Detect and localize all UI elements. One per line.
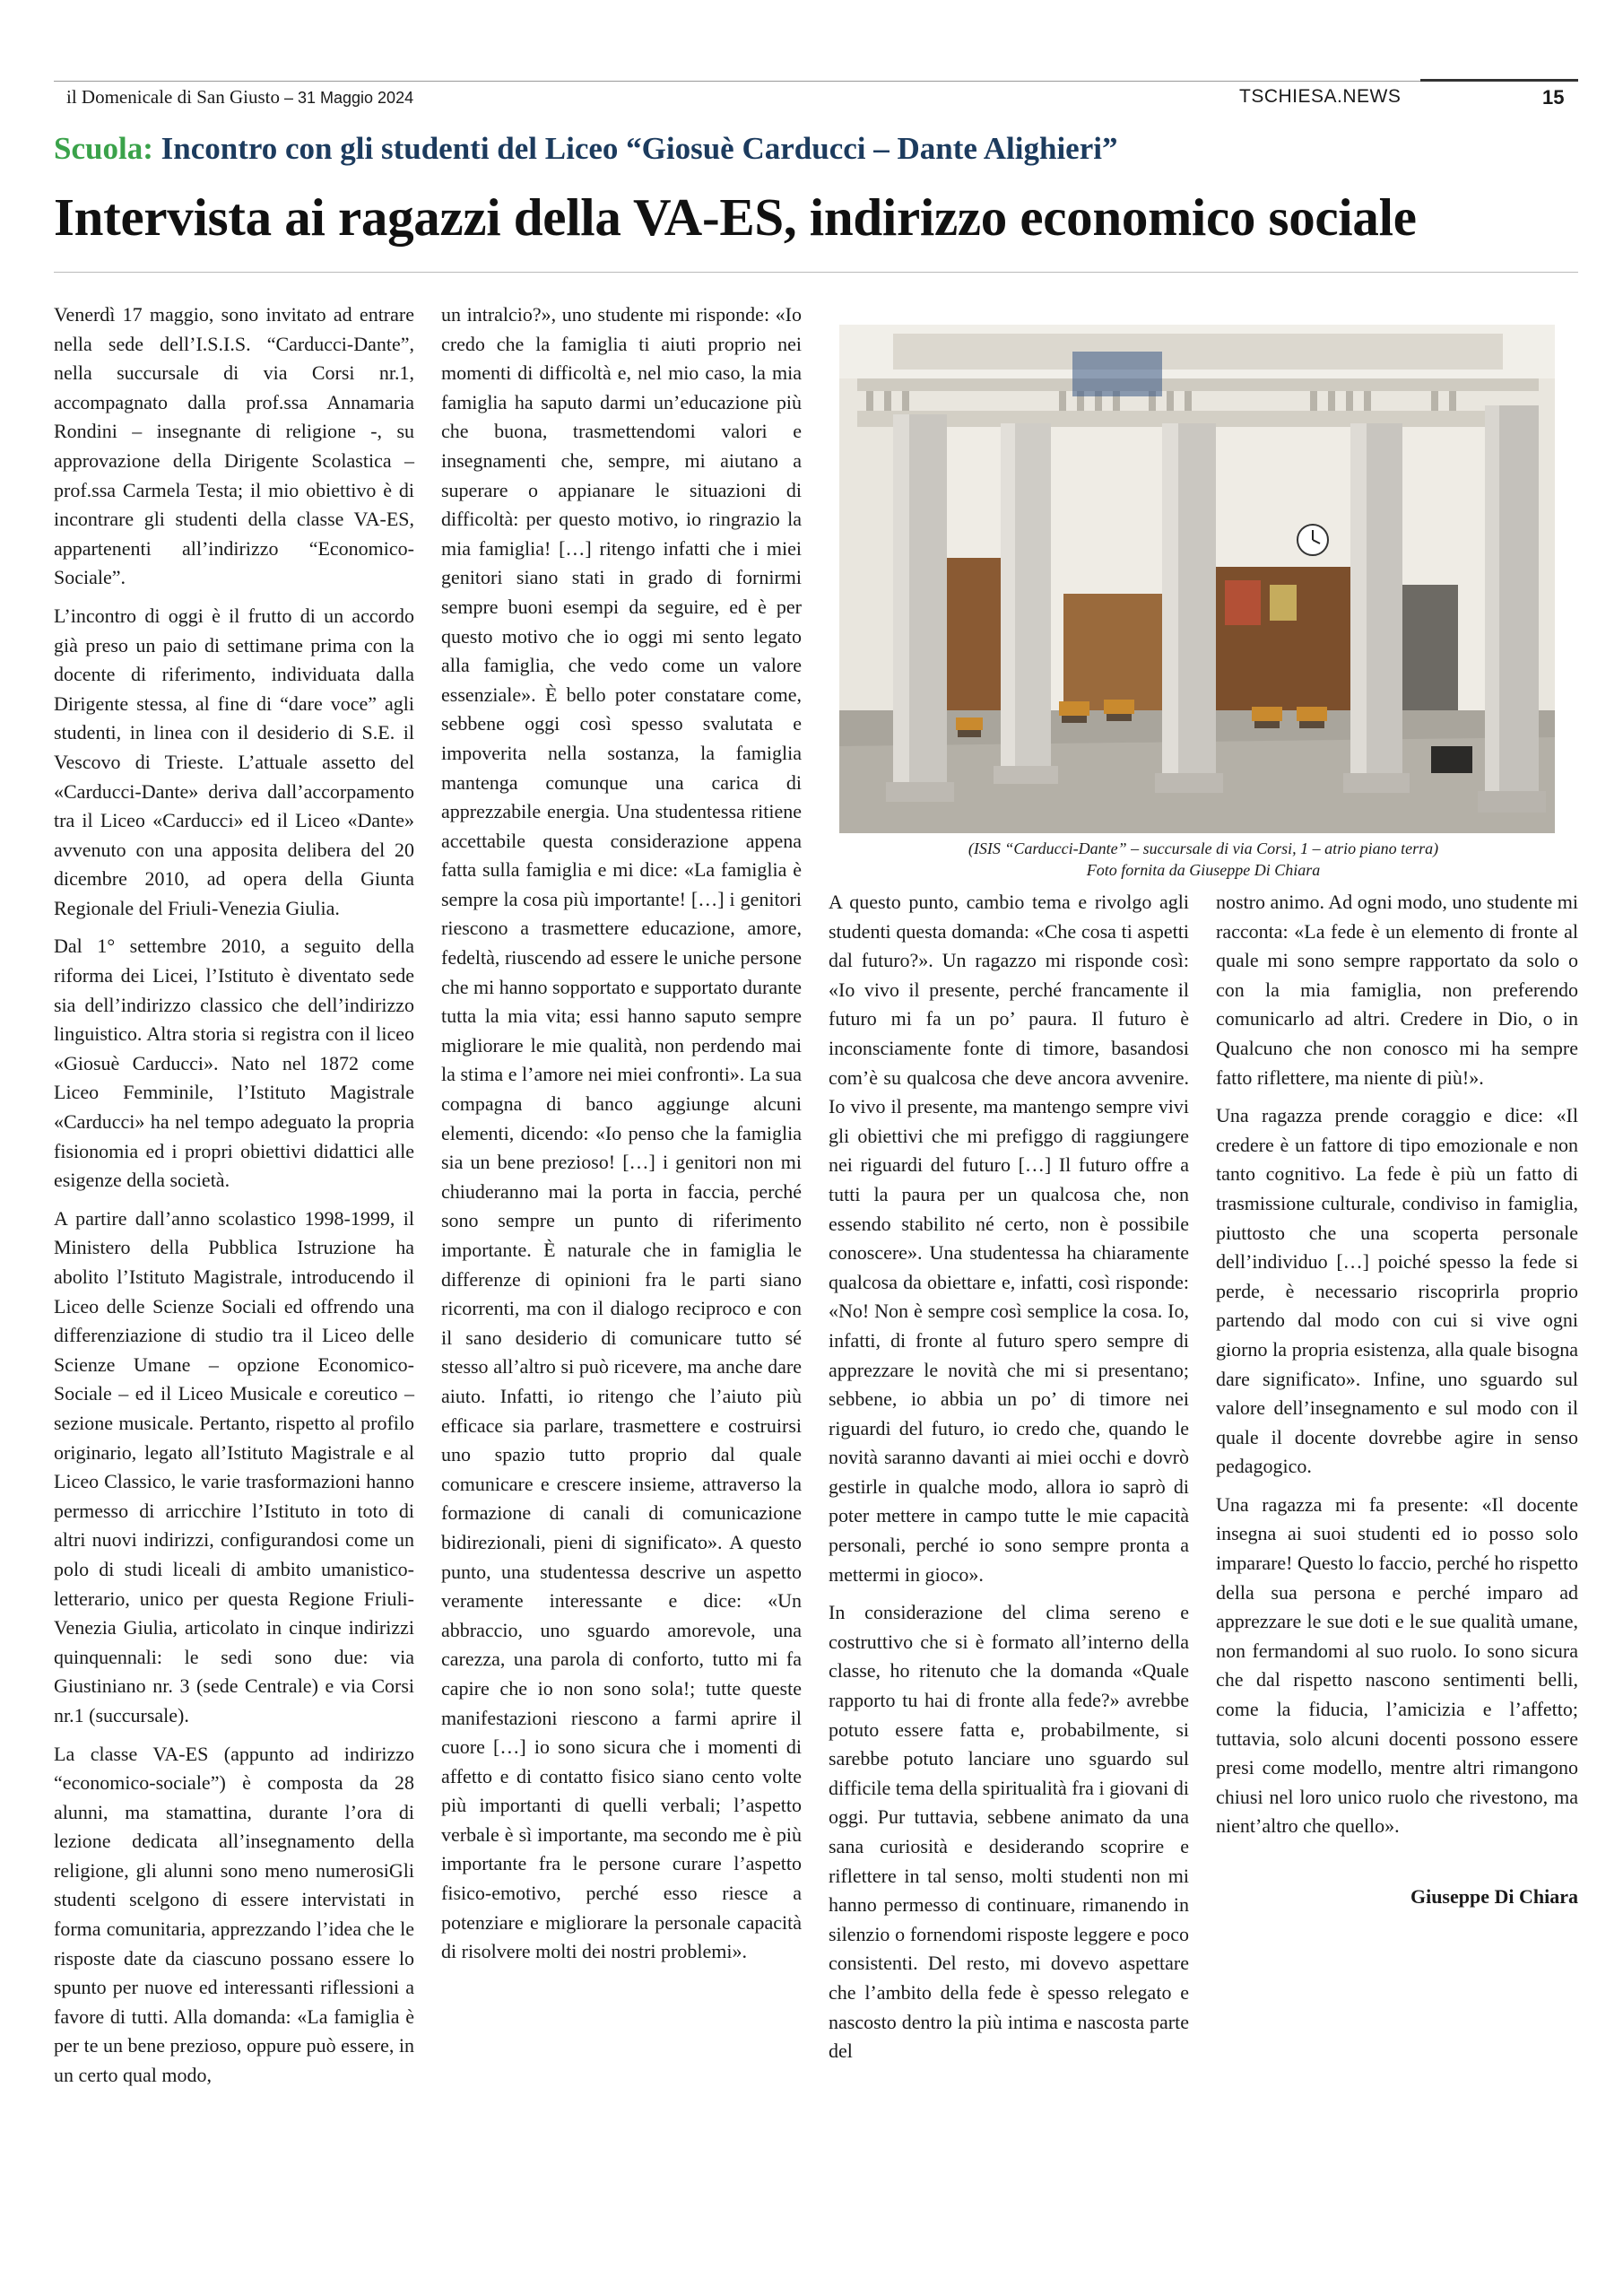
article-headline: Intervista ai ragazzi della VA-ES, indirizzo economico sociale [54,187,1417,247]
caption-line-2: Foto fornita da Giuseppe Di Chiara [1086,861,1321,879]
paragraph: A questo punto, cambio tema e rivolgo agli studenti questa domanda: «Che cosa ti aspetti dal futuro?». Un ragazzo mi risponde così: «Io vivo il presente, perché francamente il futuro mi fa un po’ paura. Il futuro è inconsciamente fonte di timore, basandosi com’è su qualcosa che deve ancora avvenire. Io vivo il presente, ma mantengo sempre vivi gli obiettivi che mi prefiggo di raggiungere nei riguardi del futuro […] Il futuro offre a tutti la paura per un qualcosa che, non essendo stabilito né certo, non è possibile conoscere». Una studentessa ha chiaramente qualcosa da obiettare e, infatti, così risponde: «No! Non è sempre così semplice la cosa. Io, infatti, di fronte al futuro spero sempre di apprezzare le novità che mi si presentano; sebbene, io abbia un po’ di timore nei riguardi del futuro, io credo che, quando le novità saranno davanti ai miei occhi e dovrò gestirle in qualche modo, allora io saprò di poter mettere in campo tutte le mie capacità personali, perché io sono sempre pronta a mettermi in gioco». [829,891,1189,1586]
author-signature: Giuseppe Di Chiara [1410,1885,1578,1908]
paragraph: nostro animo. Ad ogni modo, uno studente mi racconta: «La fede è un elemento di fronte al quale mi sono sempre rapportato da solo o con la mia famiglia, non preferendo comunicarlo ad altri. Credere in Dio, o in Qualcuno che non conosco mi ha sempre fatto riflettere, ma niente di più!». [1216,891,1578,1089]
headline-rule [54,272,1578,273]
page-number: 15 [1542,86,1565,109]
publication-name: il Domenicale di San Giusto [66,86,280,108]
paragraph: Venerdì 17 maggio, sono invitato ad entrare nella sede dell’I.S.I.S. “Carducci-Dante”, nella succursale di via Corsi nr.1, accompagnato dalla prof.ssa Annamaria Rondini – insegnante di religione -, su approvazione della Dirigente Scolastica – prof.ssa Carmela Testa; il mio obiettivo è di incontrare gli studenti della classe VA-ES, appartenenti all’indirizzo “Economico-Sociale”. [54,303,414,589]
paragraph: Dal 1° settembre 2010, a seguito della riforma dei Licei, l’Istituto è diventato sede sia dell’indirizzo classico che dell’indirizzo linguistico. Altra storia si registra con il liceo «Giosuè Carducci». Nato nel 1872 come Liceo Femminile, l’Istituto Magistrale «Carducci» ha nel tempo adeguato la propria fisionomia ed i propri obiettivi didattici alle esigenze della società. [54,935,414,1192]
publication-date: – 31 Maggio 2024 [279,89,414,107]
paragraph: In considerazione del clima sereno e costruttivo che si è formato all’interno della classe, ho ritenuto che la domanda «Quale rapporto tu hai di fronte alla fede?» avrebbe potuto essere fatta e, probabilmente, si sarebbe potuto lanciare uno sguardo sul difficile tema della spiritualità fra i giovani di oggi. Pur tuttavia, sebbene animato da una sana curiosità e desiderando scoprire e riflettere in tal senso, molti studenti non mi hanno permesso di continuare, rimanendo in silenzio o fornendomi risposte leggere e poco consistenti. Del resto, mi dovevo aspettare che l’ambito della fede è spesso relegato e nascosto dentro la più intima e nascosta parte del [829,1601,1189,2063]
site-name: TSCHIESA.NEWS [1239,86,1402,107]
article-column-2 [441,300,802,1976]
paragraph: L’incontro di oggi è il frutto di un accordo già preso un paio di settimane prima con la docente di riferimento, individuata dalla Dirigente stessa, al fine di “dare voce” agli studenti, in linea con il desiderio di S.E. il Vescovo di Trieste. L’attuale assetto del «Carducci-Dante» deriva dall’accorpamento tra il Liceo «Carducci» ed il Liceo «Dante» avvenuto con una apposita delibera del 20 dicembre 2010, ad opera della Giunta Regionale del Friuli-Venezia Giulia. [54,604,414,919]
photo-caption [829,838,1578,881]
kicker-text: Incontro con gli studenti del Liceo “Giosuè Carducci – Dante Alighieri” [152,131,1118,166]
paragraph: un intralcio?», uno studente mi risponde: «Io credo che la famiglia ti aiuti proprio nei momenti di difficoltà e, nel mio caso, la mia famiglia ha saputo darmi un’educazione più che buona, trasmettendomi valori e insegnamenti che, sempre, mi aiutano a superare o appianare le situazioni di difficoltà: per questo motivo, io ringrazio la mia famiglia! […] ritengo infatti che i miei genitori siano stati in grado di fornirmi sempre buoni esempi da seguire, ed è per questo motivo che io oggi mi sento legato alla famiglia, che vedo come un valore essenziale». È bello poter constatare come, sebbene oggi così spesso svalutata e impoverita nella sostanza, la famiglia mantenga comunque una carica di apprezzabile energia. Una studentessa ritiene accettabile questa considerazione appena fatta sulla famiglia e mi dice: «La famiglia è sempre la cosa più importante! […] i genitori riescono a trasmettere educazione, amore, fedeltà, riuscendo ad essere le uniche persone che mi hanno sopportato e supportato durante tutta la mia vita; essi hanno saputo sempre migliorare le mie qualità, non perdendo mai la stima e l’amore nei miei confronti». La sua compagna di banco aggiunge alcuni elementi, dicendo: «Io penso che la famiglia sia un bene prezioso! […] i genitori non mi chiuderanno mai la porta in faccia, perché sono sempre un punto di riferimento importante. È naturale che in famiglia le differenze di opinioni fra le parti siano ricorrenti, ma con il dialogo reciproco e con il sano desiderio di comunicare tutto sé stesso all’altro si può ricevere, ma anche dare aiuto. Infatti, io ritengo che l’aiuto più efficace sia parlare, trasmettere e costruirsi uno spazio tutto proprio dal quale comunicare e crescere insieme, attraverso la formazione di canali di comunicazione bidirezionali, pieni di significato». A questo punto, una studentessa descrive un aspetto veramente interessante e dice: «Un abbraccio, uno sguardo amorevole, una carezza, una parola di conforto, tutto mi fa capire che io non sono sola!; tutte queste manifestazioni riescono a farmi aprire il cuore […] io sono sicura che i momenti di affetto e di contatto fisico siano cento volte più importanti di quelli verbali; l’aspetto verbale è sì importante, ma secondo me è più importante fra le persone curare l’aspetto fisico-emotivo, perché esso riesce a potenziare e migliorare la personale capacità di risolvere molti dei nostri problemi». [441,303,803,1963]
article-column-4 [1216,888,1578,1912]
publication-header [66,86,413,109]
paragraph: A partire dall’anno scolastico 1998-1999, il Ministero della Pubblica Istruzione ha abolito l’Istituto Magistrale, introducendo il Liceo delle Scienze Sociali ed offrendo una differenziazione di studio tra il Liceo delle Scienze Umane – opzione Economico-Sociale – ed il Liceo Musicale e coreutico – sezione musicale. Pertanto, rispetto al profilo originario, legato all’Istituto Magistrale e al Liceo Classico, le varie trasformazioni hanno permesso di arricchire l’Istituto in toto di altri nuovi indirizzi, configurandosi come un polo di studi liceali di ambito umanistico-letterario, unico per questa Regione Friuli-Venezia Giulia, articolato in cinque indirizzi quinquennali: le sedi sono due: via Giustiniano nr. 3 (sede Centrale) e via Corsi nr.1 (succursale). [54,1206,414,1726]
article-column-3 [829,888,1189,2075]
article-kicker [54,131,1117,167]
atrium-photo [839,325,1555,833]
section-label: Scuola: [54,131,153,166]
paragraph: Una ragazza prende coraggio e dice: «Il credere è un fattore di tipo emozionale e non tanto cognitivo. La fede è più un fatto di trasmissione culturale, condiviso in famiglia, piuttosto che una scoperta personale dell’individuo […] poiché spesso la fede si perde, è necessario riscoprirla proprio partendo dal modo con cui si vive ogni giorno la propria esistenza, alla quale bisogna dare significato». Infine, uno sguardo sul valore dell’insegnamento e sul modo con il quale il docente dovrebbe agire in senso pedagogico. [1216,1104,1578,1478]
paragraph: La classe VA-ES (appunto ad indirizzo “economico-sociale”) è composta da 28 alunni, ma stamattina, durante l’ora di lezione dedicata all’insegnamento della religione, gli alunni sono meno numerosiGli studenti scelgono di essere intervistati in forma comunitaria, apprezzando l’idea che le risposte date da ciascuno possano essere lo spunto per nuove ed interessanti riflessioni a favore di tutti. Alla domanda: «La famiglia è per te un bene prezioso, oppure può essere, in un certo qual modo, [54,1742,414,2087]
paragraph: Una ragazza mi fa presente: «Il docente insegna ai suoi studenti ed io posso solo imparare! Questo lo faccio, perché ho rispetto della sua persona e perché imparo ad apprezzare le sue doti e le sue qualità umane, non fermandomi al suo ruolo. Io sono sicura che dal rispetto nascono sentimenti belli, come la fiducia, l’amicizia e l’affetto; tuttavia, solo alcuni docenti possono essere presi come modello, mentre altri rimangono chiusi nel loro unico ruolo che rivestono, ma nient’altro che quello». [1216,1492,1578,1838]
header-rule-accent [1420,79,1578,82]
article-column-1 [54,300,414,2100]
caption-line-1: (ISIS “Carducci-Dante” – succursale di via Corsi, 1 – atrio piano terra) [968,839,1439,857]
header-rule [54,81,1578,82]
